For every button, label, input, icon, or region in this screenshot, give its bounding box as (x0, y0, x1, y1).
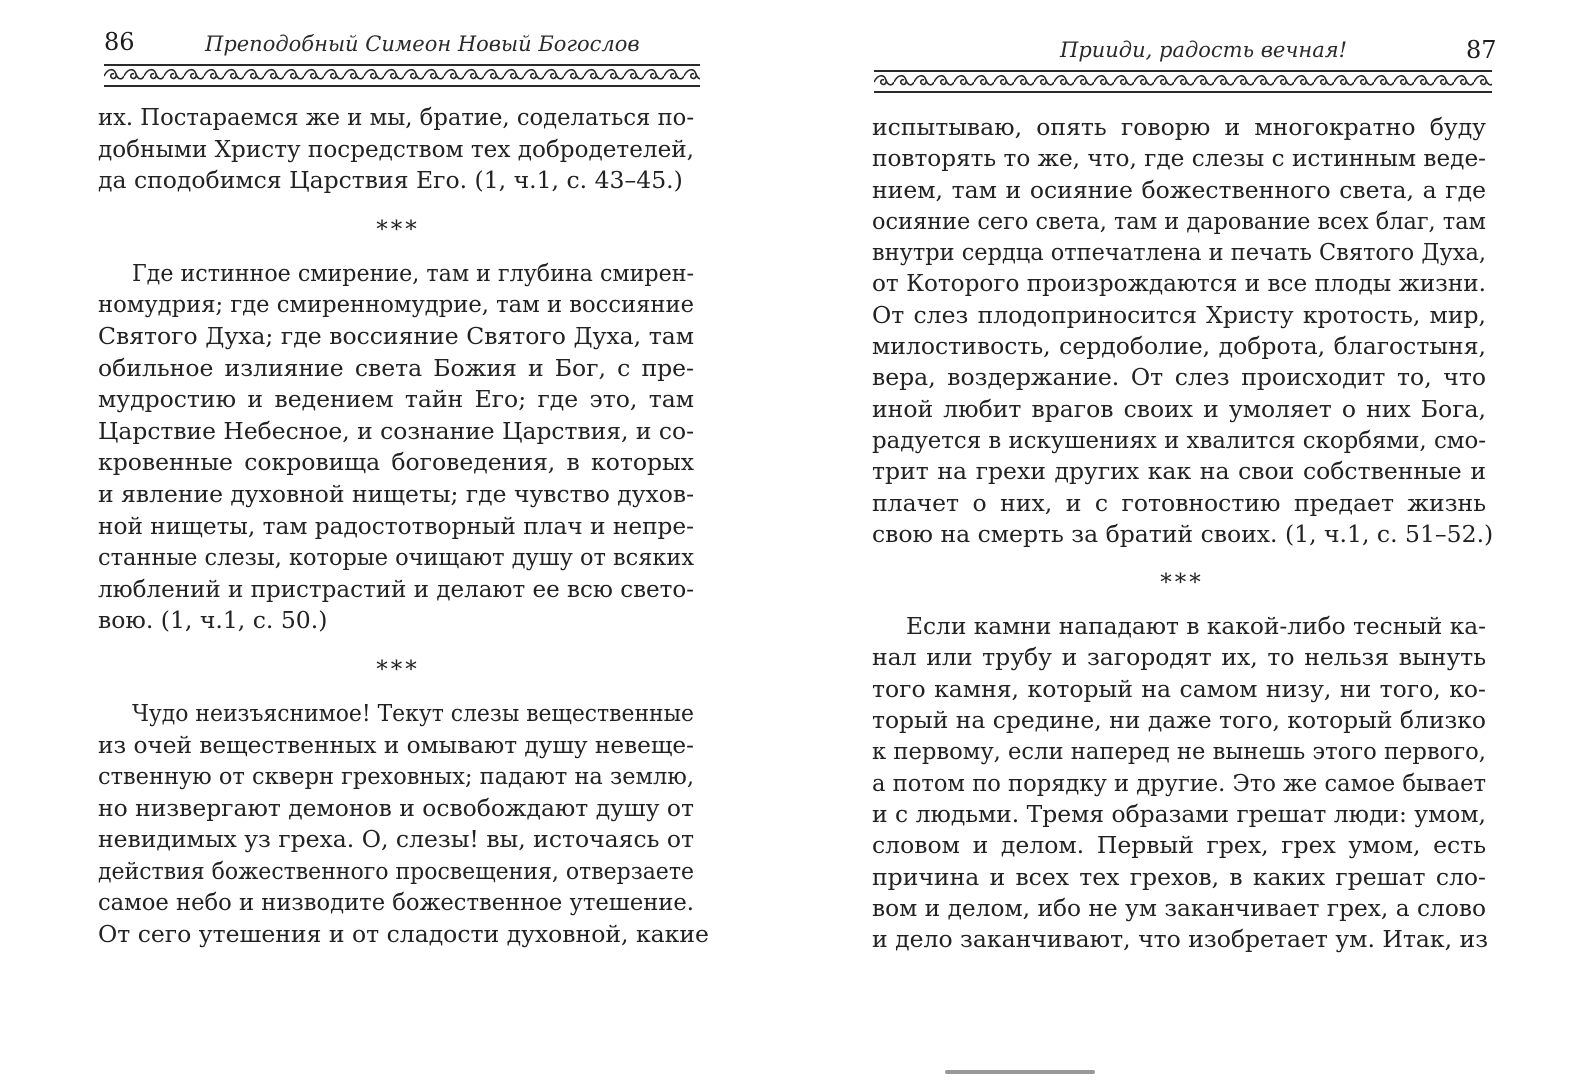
text-line: и с людьми. Тремя образами грешат люди: умом, (872, 799, 1486, 828)
text-line: повторять то же, что, где слезы с истинным веде- (872, 144, 1486, 173)
section-separator: *** (376, 656, 420, 683)
left-running-title: Преподобный Симеон Новый Богослов (205, 32, 640, 56)
text-line: действия божественного просвещения, отверзаете (98, 856, 694, 885)
scan-edge-mark (945, 1070, 1095, 1074)
text-line: кровенные сокровища боговедения, в которых (98, 448, 694, 477)
left-ornament-border (104, 62, 700, 84)
right-running-title: Прииди, радость вечная! (1060, 38, 1348, 62)
left-page (0, 0, 790, 1080)
text-line: добными Христу посредством тех добродетелей, (98, 134, 694, 163)
text-line: Святого Духа; где воссияние Святого Духа, там (98, 321, 694, 350)
text-line: станные слезы, которые очищают душу от всяких (98, 543, 694, 572)
section-separator: *** (1160, 570, 1204, 597)
text-line: мудростию и ведением тайн Его; где это, там (98, 385, 694, 414)
text-line: радуется в искушениях и хвалится скорбями, смо- (872, 425, 1486, 454)
text-line: обильное излияние света Божия и Бог, с пре- (98, 353, 694, 382)
text-line: внутри сердца отпечатлена и печать Святого Духа, (872, 238, 1486, 267)
right-page (790, 0, 1585, 1080)
text-line: люблений и пристрастий и делают ее всю свето- (98, 574, 694, 603)
text-line: Где истинное смирение, там и глубина смирен- (132, 258, 694, 287)
text-line: словом и делом. Первый грех, грех умом, есть (872, 831, 1486, 860)
paragraph-gap (872, 550, 1492, 568)
text-line: иной любит врагов своих и умоляет о них Бога, (872, 394, 1486, 423)
text-line: осияние сего света, там и дарование всех благ, там (872, 206, 1486, 235)
text-line: из очей вещественных и омывают душу невеще- (98, 730, 694, 759)
text-line: вом и делом, ибо не ум заканчивает грех, а слово (872, 893, 1486, 922)
text-line: милостивость, сердоболие, доброта, благостыня, (872, 332, 1486, 361)
text-line: от Которого произрождаются и все плоды жизни. (872, 269, 1486, 298)
text-line: трит на грехи других как на свои собственные и (872, 457, 1486, 486)
left-page-number: 86 (104, 28, 135, 56)
text-line: самое небо и низводите божественное утешение. (98, 888, 694, 917)
paragraph-gap (98, 246, 698, 258)
right-ornament-border (874, 68, 1492, 90)
text-line: а потом по порядку и другие. Это же самое бывает (872, 768, 1486, 797)
ornament-wave-icon (874, 68, 1492, 94)
text-line: да сподобимся Царствия Его. (1, ч.1, с. 43–45.) (98, 166, 683, 195)
right-body-text (872, 112, 1492, 955)
text-line: От слез плодоприносится Христу кротость, мир, (872, 300, 1486, 329)
text-line: Царствие Небесное, и сознание Царствия, и со- (98, 416, 694, 445)
text-line: Чудо неизъяснимое! Текут слезы вещественные (132, 698, 694, 727)
text-line: и явление духовной нищеты; где чувство духов- (98, 479, 694, 508)
text-line: нал или трубу и загородят их, то нельзя вынуть (872, 643, 1486, 672)
text-line: того камня, который на самом низу, ни того, ко- (872, 674, 1486, 703)
text-line: причина и всех тех грехов, в каких грешат сло- (872, 862, 1486, 891)
section-separator: *** (376, 216, 420, 243)
text-line: Если камни нападают в какой-либо тесный ка- (906, 612, 1486, 641)
left-body-text (98, 102, 709, 951)
text-line: плачет о них, и с готовностию предает жизнь (872, 488, 1486, 517)
text-line: и дело заканчивают, что изобретает ум. Итак, из (872, 925, 1489, 954)
text-line: испытываю, опять говорю и многократно буду (872, 113, 1486, 141)
text-line: От сего утешения и от сладости духовной, какие (98, 920, 709, 949)
text-line: к первому, если наперед не вынешь этого первого, (872, 737, 1486, 766)
text-line: вера, воздержание. От слез происходит то, что (872, 363, 1486, 392)
paragraph-gap (98, 637, 698, 655)
text-line: свою на смерть за братий своих. (1, ч.1, с. 51–52.) (872, 519, 1494, 548)
text-line: но низвергают демонов и освобождают душу от (98, 793, 694, 822)
paragraph-gap (98, 197, 698, 215)
text-line: торый на средине, ни даже того, который близко (872, 706, 1486, 735)
text-line: их. Постараемся же и мы, братие, соделаться по- (98, 103, 694, 131)
right-page-number: 87 (1466, 36, 1497, 64)
text-line: ной нищеты, там радостотворный плач и непре- (98, 511, 694, 540)
text-line: нием, там и осияние божественного света, а где (872, 175, 1486, 204)
text-line: невидимых уз греха. О, слезы! вы, источаясь от (98, 825, 694, 854)
ornament-wave-icon (104, 62, 700, 88)
text-line: ственную от скверн греховных; падают на землю, (98, 762, 694, 791)
text-line: вою. (1, ч.1, с. 50.) (98, 606, 328, 635)
paragraph-gap (872, 599, 1492, 611)
paragraph-gap (98, 686, 698, 698)
text-line: номудрия; где смиренномудрие, там и воссияние (98, 290, 694, 319)
